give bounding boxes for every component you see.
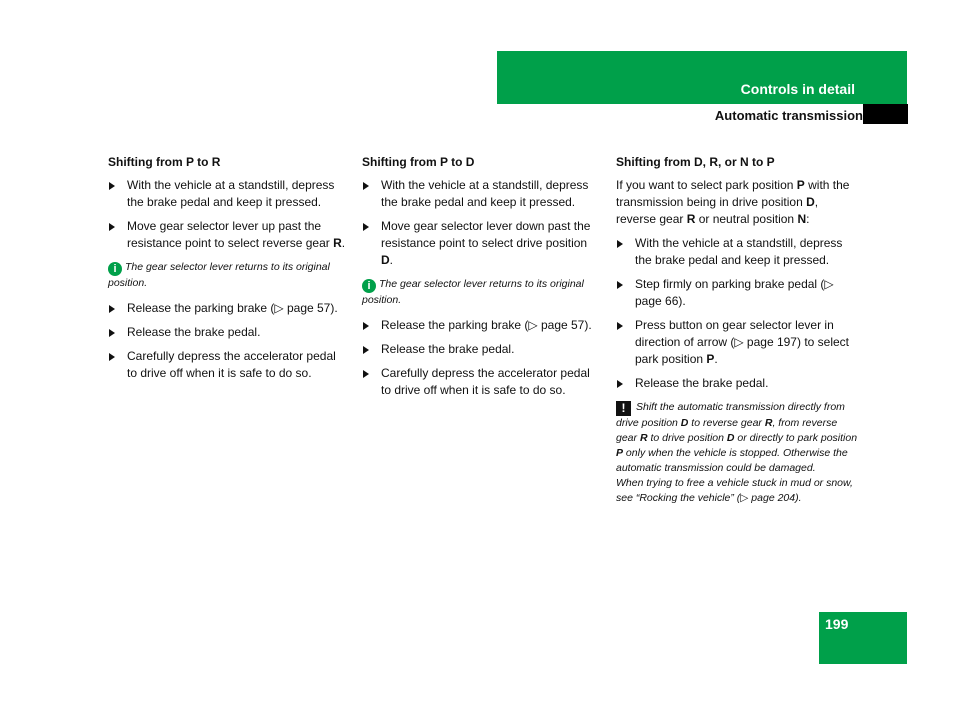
bullet-arrow-icon xyxy=(363,182,369,190)
column-p-to-r xyxy=(108,154,348,389)
bullet-arrow-icon xyxy=(363,322,369,330)
column-to-park xyxy=(616,154,860,506)
bullet-arrow-icon xyxy=(109,223,115,231)
subsection-header xyxy=(497,104,863,124)
section-title: Controls in detail xyxy=(740,81,855,97)
list-item: With the vehicle at a standstill, depress the brake pedal and keep it pressed. xyxy=(108,177,348,211)
list-item: With the vehicle at a standstill, depress the brake pedal and keep it pressed. xyxy=(362,177,602,211)
bullet-arrow-icon xyxy=(363,223,369,231)
list-item: Carefully depress the accelerator pedal to drive off when it is safe to do so. xyxy=(108,348,348,382)
bullet-arrow-icon xyxy=(617,380,623,388)
header-band xyxy=(497,51,907,104)
warning-extra: When trying to free a vehicle stuck in mud or snow, see “Rocking the vehicle” (▷ page 204). xyxy=(616,477,853,504)
column-p-to-d xyxy=(362,154,602,406)
info-icon: i xyxy=(362,279,376,293)
bullet-arrow-icon xyxy=(109,182,115,190)
heading-p-to-d: Shifting from P to D xyxy=(362,155,475,169)
bullet-arrow-icon xyxy=(617,281,623,289)
list-item: Press button on gear selector lever in direction of arrow (▷ page 197) to select park position P. xyxy=(616,317,860,368)
tab-marker xyxy=(863,104,908,124)
info-icon: i xyxy=(108,262,122,276)
bullet-arrow-icon xyxy=(363,346,369,354)
subsection-title: Automatic transmission xyxy=(714,108,863,123)
info-note: i The gear selector lever returns to its original position. xyxy=(108,261,330,289)
bullet-arrow-icon xyxy=(109,305,115,313)
intro-paragraph: If you want to select park position P with the transmission being in drive position D, reverse gear R or neutral position N: xyxy=(616,178,850,226)
list-item: Release the brake pedal. xyxy=(362,341,602,358)
warning-note: ! Shift the automatic transmission directly from drive position D to reverse gear R, from reverse gear R to drive position D or directly to park position P only when the vehicle is stopped. Otherwise the automatic transmission could be damaged. When trying to free a vehicle stuck in mud or snow, see “Rocking the vehicle” (▷ page 204). xyxy=(616,401,858,504)
bullet-arrow-icon xyxy=(617,240,623,248)
warning-icon: ! xyxy=(616,401,631,416)
page-number: 199 xyxy=(825,616,849,632)
list-item: Move gear selector lever up past the resistance point to select reverse gear R. xyxy=(108,218,348,252)
heading-to-park: Shifting from D, R, or N to P xyxy=(616,155,775,169)
list-item: Release the brake pedal. xyxy=(616,375,860,392)
bullet-arrow-icon xyxy=(109,329,115,337)
info-note: i The gear selector lever returns to its original position. xyxy=(362,278,584,306)
list-item: Release the parking brake (▷ page 57). xyxy=(362,317,602,334)
list-item: Carefully depress the accelerator pedal to drive off when it is safe to do so. xyxy=(362,365,602,399)
bullet-arrow-icon xyxy=(109,353,115,361)
list-item: With the vehicle at a standstill, depress the brake pedal and keep it pressed. xyxy=(616,235,860,269)
list-item: Release the brake pedal. xyxy=(108,324,348,341)
page-number-box xyxy=(819,612,907,664)
list-item: Release the parking brake (▷ page 57). xyxy=(108,300,348,317)
list-item: Step firmly on parking brake pedal (▷ page 66). xyxy=(616,276,860,310)
heading-p-to-r: Shifting from P to R xyxy=(108,155,221,169)
list-item: Move gear selector lever down past the resistance point to select drive position D. xyxy=(362,218,602,269)
bullet-arrow-icon xyxy=(617,322,623,330)
bullet-arrow-icon xyxy=(363,370,369,378)
